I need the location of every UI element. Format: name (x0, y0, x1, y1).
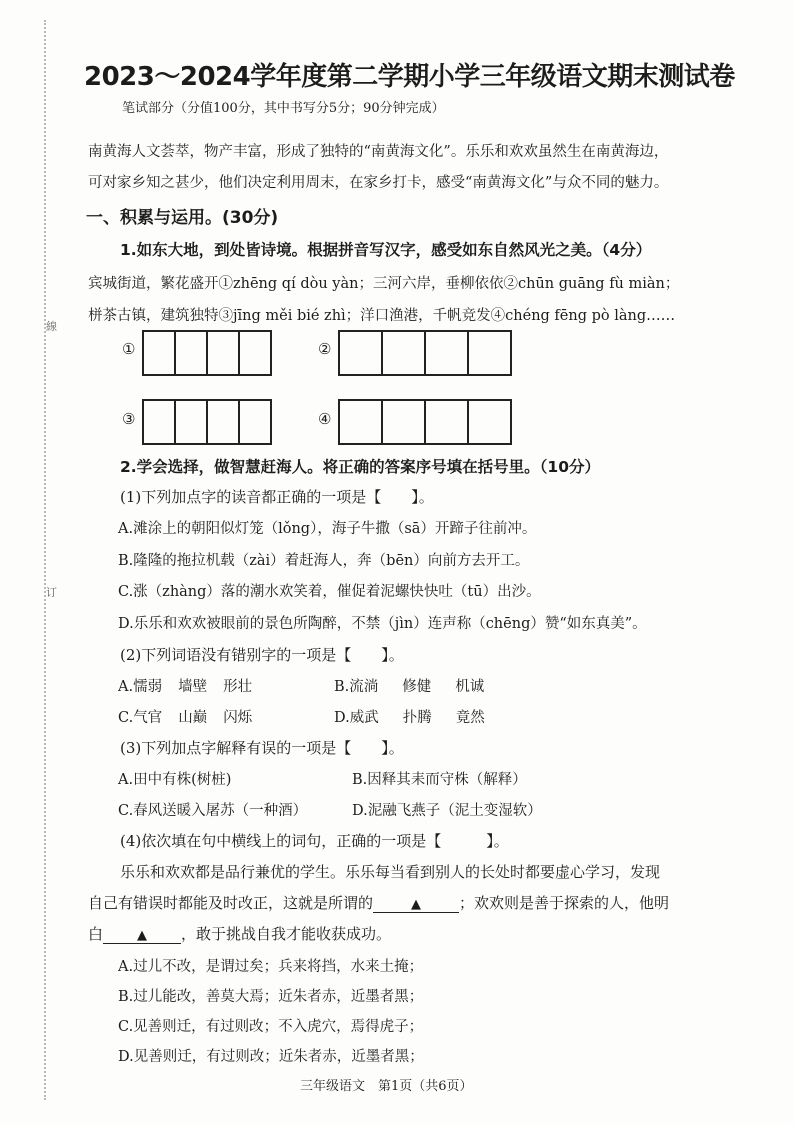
grid-cell[interactable] (144, 401, 176, 443)
option-word: 扑腾 (402, 710, 432, 726)
option-word: 懦弱 (133, 679, 163, 695)
q2-sub2-option-a (118, 675, 252, 696)
answer-grid-4[interactable] (338, 399, 512, 445)
q2-sub4-option-b: B.过儿能改，善莫大焉；近朱者赤，近墨者黑； (118, 989, 424, 1005)
grid-cell[interactable] (340, 332, 383, 374)
passage-text: ；欢欢则是善于探索的人，他明 (459, 894, 670, 912)
grid-cell[interactable] (176, 401, 208, 443)
grid-cell[interactable] (208, 401, 240, 443)
triangle-marker-icon: ▲ (137, 928, 148, 943)
q1-pinyin-line-2: 栟茶古镇，建筑独特③jīng měi bié zhì；洋口渔港，千帆竞发④chéng fēng pò làng…… (88, 308, 676, 324)
grid-label-3: ③ (122, 410, 136, 428)
binding-mark-order: 订 (46, 586, 57, 599)
grid-cell[interactable] (469, 332, 510, 374)
binding-mark-line: 線 (46, 320, 57, 333)
q2-stem: 2.学会选择，做智慧赶海人。将正确的答案序号填在括号里。（10分） (120, 458, 600, 476)
q2-sub4-stem: (4)依次填在句中横线上的词句，正确的一项是【 】。 (120, 832, 509, 850)
answer-grid-2[interactable] (338, 330, 512, 376)
q2-sub1-option-c: C.涨（zhàng）落的潮水欢笑着，催促着泥螺快快吐（tū）出沙。 (118, 584, 541, 600)
page-title: 2023～2024学年度第二学期小学三年级语文期末测试卷 (84, 62, 735, 92)
q2-sub4-passage-line-3 (88, 923, 391, 944)
q2-sub4-passage-line-2 (88, 892, 669, 913)
passage-text: ，敢于挑战自我才能收获成功。 (181, 925, 392, 943)
grid-cell[interactable] (340, 401, 383, 443)
grid-cell[interactable] (176, 332, 208, 374)
option-word: 修健 (402, 679, 432, 695)
option-word: 威武 (349, 710, 379, 726)
fill-blank-1[interactable] (373, 894, 459, 913)
option-label: D. (334, 710, 350, 726)
section-heading: 一、积累与运用。(30分) (86, 208, 279, 228)
intro-line-1: 南黄海人文荟萃，物产丰富，形成了独特的“南黄海文化”。乐乐和欢欢虽然生在南黄海边， (88, 144, 669, 160)
q2-sub1-stem: (1)下列加点字的读音都正确的一项是【 】。 (120, 488, 434, 506)
q2-sub3-option-c: C.春风送暖入屠苏（一种酒） (118, 803, 308, 819)
option-word: 山巅 (178, 710, 208, 726)
q2-sub2-option-d (334, 706, 485, 727)
grid-label-2: ② (318, 340, 332, 358)
page-subtitle: 笔试部分（分值100分，其中书写分5分；90分钟完成） (122, 101, 445, 116)
q1-stem: 1.如东大地，到处皆诗境。根据拼音写汉字，感受如东自然风光之美。（4分） (120, 241, 652, 259)
intro-line-2: 可对家乡知之甚少，他们决定利用周末，在家乡打卡，感受“南黄海文化”与众不同的魅力。 (88, 175, 669, 191)
fill-blank-2[interactable] (103, 925, 181, 944)
q2-sub2-option-c (118, 706, 252, 727)
grid-cell[interactable] (240, 332, 270, 374)
binding-dotted-line (44, 20, 46, 1100)
triangle-marker-icon: ▲ (411, 897, 422, 912)
option-word: 形壮 (223, 679, 253, 695)
grid-cell[interactable] (469, 401, 510, 443)
q2-sub1-option-a: A.滩涂上的朝阳似灯笼（lǒng），海子牛撒（sā）开蹄子往前冲。 (118, 521, 537, 537)
page-footer: 三年级语文 第1页（共6页） (300, 1079, 473, 1094)
q1-pinyin-line-1: 宾城街道，繁花盛开①zhēng qí dòu yàn；三河六岸，垂柳依依②chūn guāng fù miàn； (88, 276, 680, 292)
q2-sub3-stem: (3)下列加点字解释有误的一项是【 】。 (120, 739, 404, 757)
option-word: 竟然 (455, 710, 485, 726)
option-word: 流淌 (349, 679, 379, 695)
q2-sub3-option-b: B.因释其耒而守株（解释） (352, 772, 527, 788)
q2-sub4-option-c: C.见善则迁，有过则改；不入虎穴，焉得虎子； (118, 1019, 424, 1035)
answer-grid-3[interactable] (142, 399, 272, 445)
option-word: 气官 (133, 710, 163, 726)
q2-sub3-option-a: A.田中有株(树桩) (118, 772, 232, 788)
option-label: B. (334, 679, 350, 695)
option-word: 闪烁 (223, 710, 253, 726)
grid-cell[interactable] (208, 332, 240, 374)
passage-text: 白 (88, 925, 104, 943)
option-word: 机诚 (455, 679, 485, 695)
answer-grid-1[interactable] (142, 330, 272, 376)
grid-cell[interactable] (240, 401, 270, 443)
q2-sub1-option-b: B.隆隆的拖拉机载（zài）着赶海人，奔（bēn）向前方去开工。 (118, 553, 530, 569)
grid-cell[interactable] (383, 401, 426, 443)
option-label: A. (118, 679, 134, 695)
q2-sub3-option-d: D.泥融飞燕子（泥土变湿软） (352, 803, 542, 819)
grid-cell[interactable] (426, 401, 469, 443)
grid-label-4: ④ (318, 410, 332, 428)
q2-sub4-option-a: A.过儿不改，是谓过矣；兵来将挡，水来土掩； (118, 959, 424, 975)
q2-sub2-stem: (2)下列词语没有错别字的一项是【 】。 (120, 646, 404, 664)
passage-text: 自己有错误时都能及时改正，这就是所谓的 (88, 894, 374, 912)
grid-cell[interactable] (426, 332, 469, 374)
grid-cell[interactable] (383, 332, 426, 374)
q2-sub4-option-d: D.见善则迁，有过则改；近朱者赤，近墨者黑； (118, 1049, 424, 1065)
q2-sub2-option-b (334, 675, 484, 696)
grid-cell[interactable] (144, 332, 176, 374)
option-word: 墙壁 (178, 679, 208, 695)
q2-sub4-passage-line-1: 乐乐和欢欢都是品行兼优的学生。乐乐每当看到别人的长处时都要虚心学习，发现 (120, 863, 661, 881)
grid-label-1: ① (122, 340, 136, 358)
option-label: C. (118, 710, 134, 726)
q2-sub1-option-d: D.乐乐和欢欢被眼前的景色所陶醉，不禁（jìn）连声称（chēng）赞“如东真美”。 (118, 616, 647, 632)
